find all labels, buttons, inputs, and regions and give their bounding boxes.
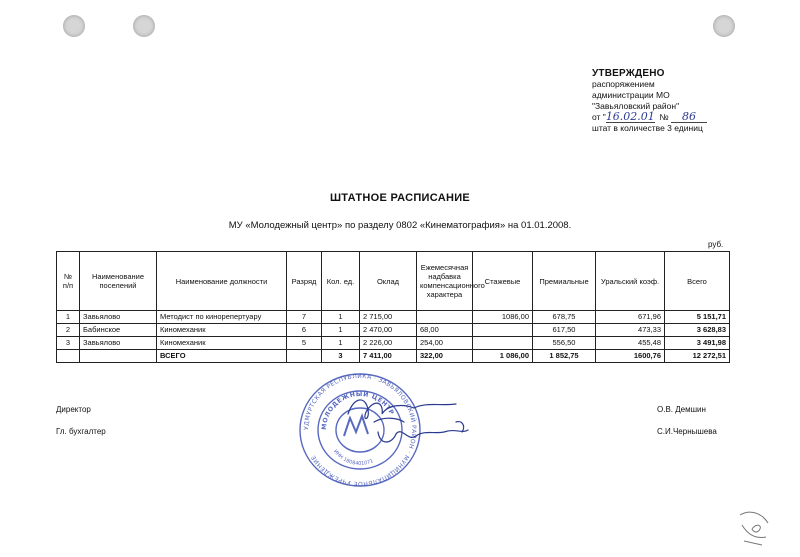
cell-bonus: 678,75	[533, 311, 596, 324]
total-compensation: 322,00	[417, 350, 473, 363]
col-grade-header: Разряд	[287, 252, 322, 311]
approval-date-line	[592, 112, 707, 123]
col-qty-header: Кол. ед.	[322, 252, 360, 311]
approval-line-2: администрации МО	[592, 90, 670, 100]
cell-compensation	[417, 311, 473, 324]
cell-position: Киномеханик	[157, 337, 287, 350]
cell-total: 3 491,98	[665, 337, 730, 350]
cell-total: 3 628,83	[665, 324, 730, 337]
stamp-outer-text: УДМУРТСКАЯ РЕСПУБЛИКА · ЗАВЬЯЛОВСКИЙ РАЙОН · МУНИЦИПАЛЬНОЕ УЧРЕЖДЕНИЕ	[302, 372, 418, 488]
cell-grade: 5	[287, 337, 322, 350]
staff-count-line: штат в количестве 3 единиц	[592, 123, 703, 133]
table-header-row	[57, 252, 730, 311]
cell-grade: 7	[287, 311, 322, 324]
col-bonus-header: Премиальные	[533, 252, 596, 311]
cell-settlement: Бабинское	[80, 324, 157, 337]
col-total-header: Всего	[665, 252, 730, 311]
cell-ural: 473,33	[596, 324, 665, 337]
total-label: ВСЕГО	[157, 350, 287, 363]
cell-settlement: Завьялово	[80, 337, 157, 350]
cell-position: Киномеханик	[157, 324, 287, 337]
document-title: ШТАТНОЕ РАСПИСАНИЕ	[329, 192, 471, 204]
cell-seniority	[473, 324, 533, 337]
staff-schedule-table	[56, 251, 730, 363]
col-seniority-header: Стажевые	[473, 252, 533, 311]
handwritten-number: 86	[671, 112, 707, 123]
cell-qty: 1	[322, 324, 360, 337]
total-salary: 7 411,00	[360, 350, 417, 363]
approval-line-3: "Завьяловский район"	[592, 101, 680, 111]
punch-hole-2	[133, 15, 155, 37]
stamp-inn-text: ИНН 1808401071	[332, 448, 375, 467]
cell-number: 2	[57, 324, 80, 337]
currency-unit: руб.	[708, 240, 724, 249]
cell-empty	[287, 350, 322, 363]
director-title: Директор	[56, 405, 91, 414]
cell-compensation: 254,00	[417, 337, 473, 350]
cell-number: 1	[57, 311, 80, 324]
cell-salary: 2 226,00	[360, 337, 417, 350]
document-subtitle: МУ «Молодежный центр» по разделу 0802 «Кинематография» на 01.01.2008.	[228, 220, 572, 231]
total-qty: 3	[322, 350, 360, 363]
total-total: 12 272,51	[665, 350, 730, 363]
cell-qty: 1	[322, 311, 360, 324]
col-compensation-header: Ежемесячная надбавка компенсационного характера	[417, 252, 473, 311]
handwritten-signature	[344, 392, 484, 452]
table-row	[57, 337, 730, 350]
cell-number: 3	[57, 337, 80, 350]
col-position-header: Наименование должности	[157, 252, 287, 311]
cell-bonus: 617,50	[533, 324, 596, 337]
accountant-name: С.И.Чернышева	[657, 427, 717, 436]
total-ural: 1600,76	[596, 350, 665, 363]
stamp-inner-text: МОЛОДЕЖНЫЙ ЦЕНТР	[320, 390, 396, 431]
handwritten-date: 16.02.01	[605, 110, 655, 123]
col-number-header: № п/п	[57, 252, 80, 311]
table-row	[57, 311, 730, 324]
punch-hole-3	[713, 15, 735, 37]
cell-empty	[80, 350, 157, 363]
cell-salary: 2 470,00	[360, 324, 417, 337]
cell-position: Методист по кинорепертуару	[157, 311, 287, 324]
col-ural-header: Уральский коэф.	[596, 252, 665, 311]
approval-line-1: распоряжением	[592, 79, 655, 89]
table-row	[57, 324, 730, 337]
date-prefix: от "	[592, 112, 606, 122]
total-bonus: 1 852,75	[533, 350, 596, 363]
cell-qty: 1	[322, 337, 360, 350]
cell-compensation: 68,00	[417, 324, 473, 337]
cell-ural: 671,96	[596, 311, 665, 324]
col-salary-header: Оклад	[360, 252, 417, 311]
cell-total: 5 151,71	[665, 311, 730, 324]
cell-settlement: Завьялово	[80, 311, 157, 324]
cell-grade: 6	[287, 324, 322, 337]
number-prefix: №	[659, 112, 669, 122]
punch-hole-1	[63, 15, 85, 37]
corner-handwritten-mark	[732, 505, 776, 549]
accountant-title: Гл. бухгалтер	[56, 427, 106, 436]
approval-block	[592, 68, 707, 134]
cell-ural: 455,48	[596, 337, 665, 350]
director-name: О.В. Демшин	[657, 405, 706, 414]
col-settlement-header: Наименование поселений	[80, 252, 157, 311]
approval-heading: УТВЕРЖДЕНО	[592, 68, 665, 79]
cell-seniority: 1086,00	[473, 311, 533, 324]
total-row	[57, 350, 730, 363]
cell-empty	[57, 350, 80, 363]
total-seniority: 1 086,00	[473, 350, 533, 363]
cell-bonus: 556,50	[533, 337, 596, 350]
cell-seniority	[473, 337, 533, 350]
cell-salary: 2 715,00	[360, 311, 417, 324]
